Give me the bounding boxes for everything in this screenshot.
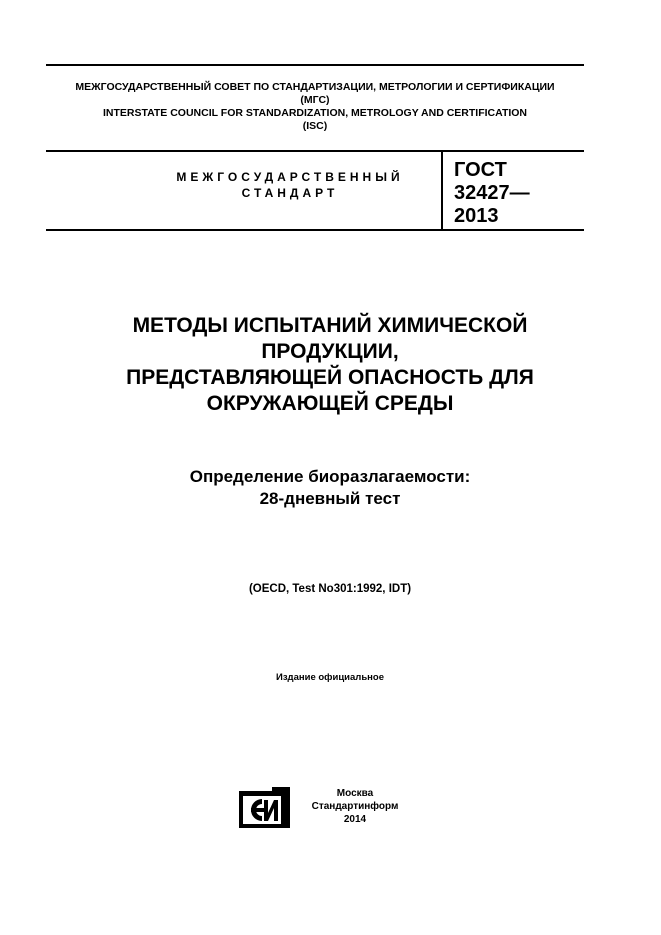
standartinform-logo-icon <box>238 786 292 830</box>
gost-label: ГОСТ <box>454 159 507 181</box>
document-subtitle <box>60 466 600 510</box>
council-en-name: INTERSTATE COUNCIL FOR STANDARDIZATION, METROLOGY AND CERTIFICATION <box>102 107 528 119</box>
publisher-name: Стандартинформ <box>311 801 399 812</box>
top-rule <box>46 64 584 66</box>
standard-divider <box>441 150 443 230</box>
standard-top-rule <box>46 150 584 152</box>
gost-year: 2013 <box>454 205 499 227</box>
title-line3: ПРЕДСТАВЛЯЮЩЕЙ ОПАСНОСТЬ ДЛЯ <box>126 366 534 389</box>
gost-designation <box>454 159 584 228</box>
edition-label: Издание официальное <box>276 672 384 683</box>
gost-number: 32427— <box>454 182 530 204</box>
title-line4: ОКРУЖАЮЩЕЙ СРЕДЫ <box>206 392 454 415</box>
subtitle-line2: 28-дневный тест <box>259 489 401 508</box>
oecd-reference: (OECD, Test No301:1992, IDT) <box>248 583 412 595</box>
title-line2: ПРОДУКЦИИ, <box>261 340 399 363</box>
council-en-abbr: (ISC) <box>302 120 328 132</box>
standard-bottom-rule <box>46 229 584 231</box>
standard-type-line1: МЕЖГОСУДАРСТВЕННЫЙ <box>176 170 404 184</box>
council-ru-name: МЕЖГОСУДАРСТВЕННЫЙ СОВЕТ ПО СТАНДАРТИЗАЦИИ, МЕТРОЛОГИИ И СЕРТИФИКАЦИИ <box>75 81 555 93</box>
publisher-info <box>300 787 410 826</box>
document-title <box>60 313 600 417</box>
council-ru-abbr: (МГС) <box>300 94 330 106</box>
title-line1: МЕТОДЫ ИСПЫТАНИЙ ХИМИЧЕСКОЙ <box>132 314 528 337</box>
standard-type <box>150 169 430 201</box>
standard-type-line2: СТАНДАРТ <box>241 186 339 200</box>
publisher-city: Москва <box>336 788 374 799</box>
subtitle-line1: Определение биоразлагаемости: <box>189 467 471 486</box>
council-header <box>46 81 584 133</box>
publisher-year: 2014 <box>343 814 367 825</box>
